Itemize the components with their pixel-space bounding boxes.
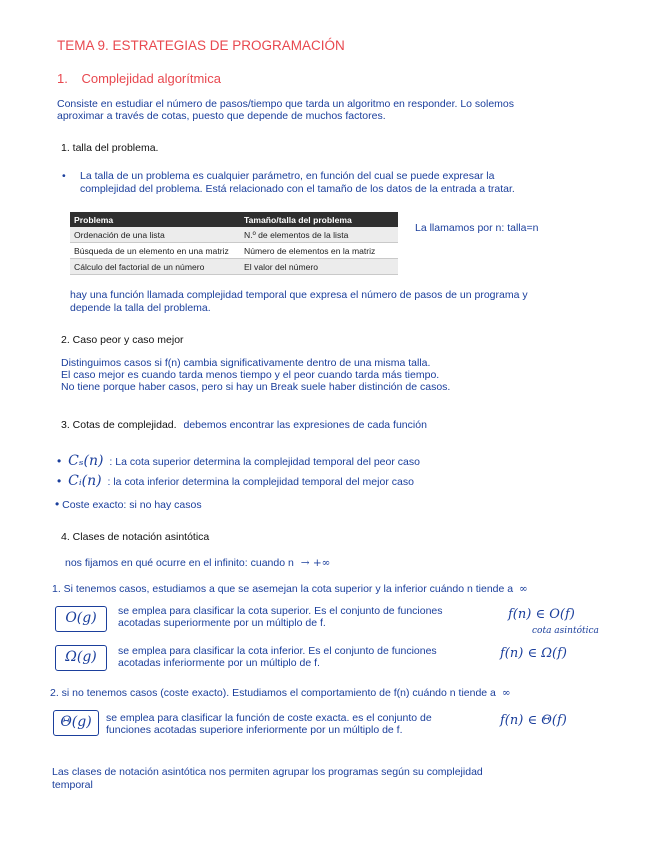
table-row [70, 227, 398, 243]
table-header: Problema [70, 212, 240, 227]
casos-line-3: No tiene porque haber casos, pero si hay un Break suele haber distinción de casos. [61, 381, 451, 393]
cotas-title: 3. Cotas de complejidad. [61, 419, 177, 431]
big-theta-note: f(n) ∈ Θ(f) [500, 713, 567, 728]
cota-inferior-text: : la cota inferior determina la complejidad temporal del mejor caso [107, 476, 414, 488]
big-o-note-sub: cota asintótica [532, 626, 599, 636]
big-o-symbol: O(g) [65, 610, 97, 626]
bullet-dot: • [57, 454, 62, 468]
cota-inferior-symbol: Cᵢ(n) [68, 473, 102, 489]
table-cell: Cálculo del factorial de un número [70, 259, 240, 275]
subheading-notacion: 4. Clases de notación asintótica [61, 531, 210, 543]
big-o-note: f(n) ∈ O(f) [508, 607, 575, 622]
cotas-note: debemos encontrar las expresiones de cada función [183, 419, 427, 431]
conclusion-line-2: temporal [52, 779, 93, 791]
conclusion-line-1: Las clases de notación asintótica nos permiten agrupar los programas según su complejidad [52, 766, 483, 778]
bullet-dot: • [57, 474, 62, 488]
cota-superior-item [57, 455, 420, 469]
casos-line-2: El caso mejor es cuando tarda menos tiempo y el peor cuando tarda más tiempo. [61, 369, 440, 381]
big-o-box [55, 606, 107, 632]
coste-exacto-item [55, 498, 202, 512]
problem-size-table [70, 212, 398, 275]
infinity-arrow: → +∞ [300, 557, 331, 569]
casos-line-1: Distinguimos casos si f(n) cambia significativamente dentro de una misma talla. [61, 357, 431, 369]
coste-exacto-text: Coste exacto: si no hay casos [62, 499, 202, 511]
table-cell: Ordenación de una lista [70, 227, 240, 243]
big-theta-line-1: se emplea para clasificar la función de coste exacta. es el conjunto de [106, 712, 432, 724]
talla-line-1: La talla de un problema es cualquier parámetro, en función del cual se puede expresar la [80, 170, 495, 182]
big-theta-line-2: funciones acotadas superiore inferiormente por un múltiplo de f. [106, 724, 403, 736]
infinity-note [65, 557, 330, 570]
cota-superior-symbol: Cₛ(n) [68, 453, 104, 469]
subheading-casos: 2. Caso peor y caso mejor [61, 334, 184, 346]
infinity-symbol: ∞ [519, 583, 528, 595]
bullet-dot: • [55, 497, 60, 511]
big-omega-box [55, 645, 107, 671]
big-o-line-1: se emplea para clasificar la cota superior. Es el conjunto de funciones [118, 605, 443, 617]
big-omega-line-1: se emplea para clasificar la cota inferior. Es el conjunto de funciones [118, 645, 437, 657]
section-number: 1. [57, 71, 68, 86]
section-heading [57, 71, 221, 86]
function-line-1: hay una función llamada complejidad temporal que expresa el número de pasos de un programa y [70, 289, 528, 301]
case1-text: 1. Si tenemos casos, estudiamos a que se asemejan la cota superior y la inferior cuándo n tiende a [52, 583, 514, 595]
table-cell: Número de elementos en la matriz [240, 243, 398, 259]
table-header: Tamaño/talla del problema [240, 212, 398, 227]
table-cell: El valor del número [240, 259, 398, 275]
infinity-symbol: ∞ [501, 687, 511, 699]
table-cell: N.º de elementos de la lista [240, 227, 398, 243]
table-cell: Búsqueda de un elemento en una matriz [70, 243, 240, 259]
talla-side-note: La llamamos por n: talla=n [415, 222, 539, 234]
table-row [70, 243, 398, 259]
big-o-line-2: acotadas superiormente por un múltiplo de f. [118, 617, 326, 629]
big-theta-symbol: Θ(g) [60, 714, 92, 730]
talla-line-2: complejidad del problema. Está relacionado con el tamaño de los datos de la entrada a tratar. [80, 183, 515, 195]
cota-inferior-item [57, 475, 414, 489]
infinity-note-text: nos fijamos en qué ocurre en el infinito: cuando n [65, 557, 294, 569]
table-header-row [70, 212, 398, 227]
page-title: TEMA 9. ESTRATEGIAS DE PROGRAMACIÓN [57, 38, 345, 53]
bullet-dot: • [62, 170, 66, 182]
case2-text: 2. si no tenemos casos (coste exacto). Estudiamos el comportamiento de f(n) cuándo n tiende a [50, 687, 496, 699]
big-omega-line-2: acotadas inferiormente por un múltiplo de f. [118, 657, 320, 669]
intro-line-2: aproximar a través de cotas, puesto que depende de muchos factores. [57, 110, 386, 122]
case1-line [52, 583, 528, 596]
big-omega-symbol: Ω(g) [65, 649, 97, 665]
intro-line-1: Consiste en estudiar el número de pasos/tiempo que tarda un algoritmo en responder. Lo solemos [57, 98, 515, 110]
big-omega-note: f(n) ∈ Ω(f) [500, 646, 567, 661]
section-title: Complejidad algorítmica [81, 71, 221, 86]
function-line-2: depende la talla del problema. [70, 302, 211, 314]
big-theta-box [53, 710, 99, 736]
cota-superior-text: : La cota superior determina la complejidad temporal del peor caso [109, 456, 420, 468]
subheading-cotas [61, 419, 427, 432]
table-row [70, 259, 398, 275]
case2-line [50, 687, 511, 700]
subheading-talla: 1. talla del problema. [61, 142, 159, 154]
